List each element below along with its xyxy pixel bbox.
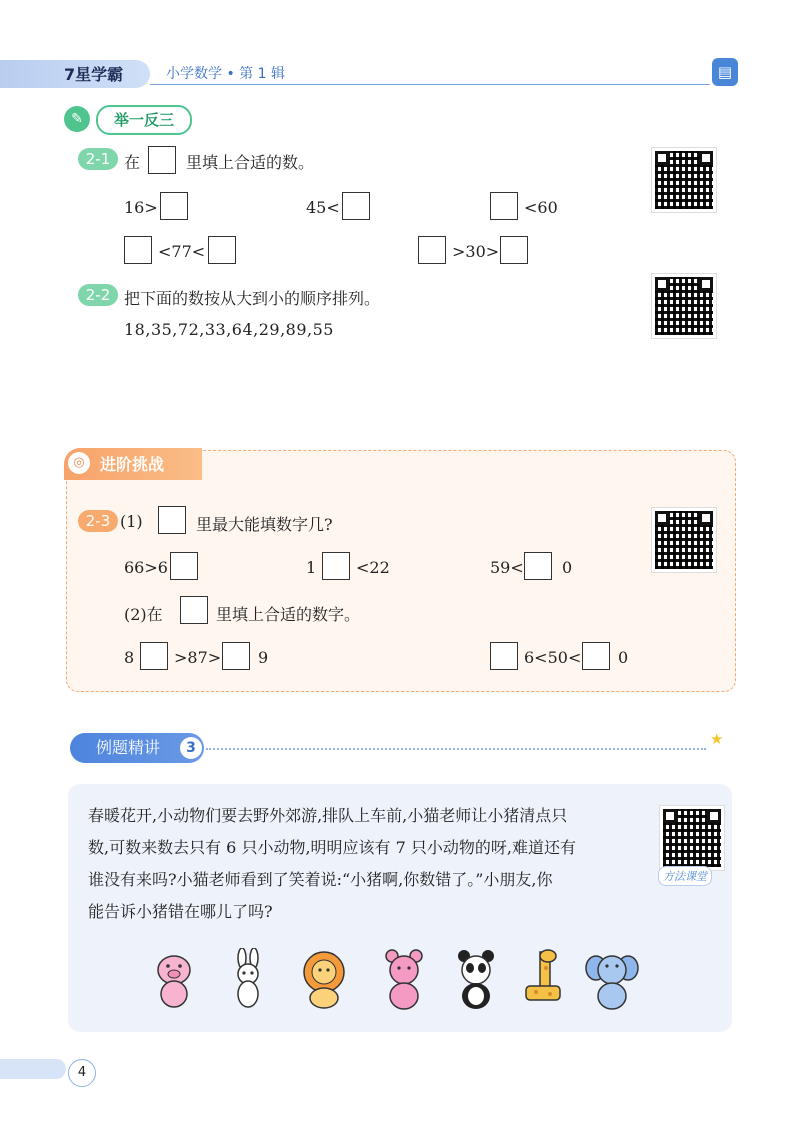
q23-a1: 66>6 xyxy=(124,558,168,577)
story-line: 春暖花开,小动物们要去野外郊游,排队上车前,小猫老师让小猪清点只 xyxy=(88,806,568,825)
page-bar xyxy=(0,1059,66,1079)
answer-box[interactable] xyxy=(418,236,446,264)
answer-box[interactable] xyxy=(170,552,198,580)
qr-code[interactable] xyxy=(652,508,716,572)
q21-expr-3: <60 xyxy=(524,198,558,217)
practice-title: 举一反三 xyxy=(96,105,192,135)
example-number: 3 xyxy=(180,737,202,759)
dotted-divider xyxy=(206,748,706,750)
target-icon: ◎ xyxy=(68,452,90,474)
q23-a3a: 59< xyxy=(490,558,524,577)
q21-expr-1: 16> xyxy=(124,198,158,217)
answer-box[interactable] xyxy=(524,552,552,580)
q23-a3b: 0 xyxy=(562,558,573,577)
q21-expr-4: <77< xyxy=(158,242,206,261)
q22-numbers: 18,35,72,33,64,29,89,55 xyxy=(124,320,334,339)
q21-expr-5: >30> xyxy=(452,242,500,261)
question-tag-2-1: 2-1 xyxy=(78,148,118,170)
giraffe-illustration xyxy=(516,948,572,1010)
qr-code[interactable] xyxy=(652,274,716,338)
q23-b1c: 9 xyxy=(258,648,269,667)
question-tag-2-2: 2-2 xyxy=(78,284,118,306)
qr-code[interactable] xyxy=(660,806,724,870)
answer-box[interactable] xyxy=(322,552,350,580)
answer-box[interactable] xyxy=(148,146,176,174)
answer-box[interactable] xyxy=(208,236,236,264)
q23-b1a: 8 xyxy=(124,648,135,667)
q21-post: 里填上合适的数。 xyxy=(186,153,315,172)
star-icon: ★ xyxy=(710,730,724,748)
answer-box[interactable] xyxy=(158,506,186,534)
q23-b2a: 6<50< xyxy=(524,648,582,667)
answer-box[interactable] xyxy=(342,192,370,220)
answer-box[interactable] xyxy=(582,642,610,670)
q23-part1-pre: (1) xyxy=(120,512,143,531)
q23-part2-pre: (2)在 xyxy=(124,605,163,624)
answer-box[interactable] xyxy=(160,192,188,220)
subject-title: 小学数学 • 第 1 辑 xyxy=(166,66,285,82)
pink-bear-illustration xyxy=(376,948,432,1010)
answer-box[interactable] xyxy=(140,642,168,670)
rabbit-illustration xyxy=(220,948,276,1010)
qr-code[interactable] xyxy=(652,148,716,212)
q21-expr-2: 45< xyxy=(306,198,340,217)
book-icon: ▤ xyxy=(712,58,738,86)
q22-text: 把下面的数按从大到小的顺序排列。 xyxy=(124,289,381,308)
pencil-icon: ✎ xyxy=(64,106,90,132)
q23-b1b: >87> xyxy=(174,648,222,667)
answer-box[interactable] xyxy=(124,236,152,264)
q23-b2b: 0 xyxy=(618,648,629,667)
story-line: 能告诉小猪错在哪儿了吗? xyxy=(88,902,273,921)
challenge-title: 进阶挑战 xyxy=(100,455,165,474)
method-class-badge: 方法课堂 xyxy=(658,866,712,886)
lion-illustration xyxy=(296,948,352,1010)
q23-a2b: <22 xyxy=(356,558,390,577)
story-line: 数,可数来数去只有 6 只小动物,明明应该有 7 只小动物的呀,难道还有 xyxy=(88,838,576,857)
answer-box[interactable] xyxy=(490,642,518,670)
panda-illustration xyxy=(448,948,504,1010)
page-number: 4 xyxy=(68,1059,96,1087)
pig-illustration xyxy=(146,948,202,1010)
q23-part1-post: 里最大能填数字几? xyxy=(196,515,333,534)
q23-a2a: 1 xyxy=(306,558,317,577)
story-line: 谁没有来吗?小猫老师看到了笑着说:“小猪啊,你数错了。”小朋友,你 xyxy=(88,870,553,889)
example-story xyxy=(88,800,648,928)
example-label: 例题精讲 xyxy=(70,733,204,763)
q21-pre: 在 xyxy=(124,153,141,172)
q23-part2-post: 里填上合适的数字。 xyxy=(216,605,361,624)
brand-title: 7星学霸 xyxy=(64,65,124,84)
answer-box[interactable] xyxy=(222,642,250,670)
answer-box[interactable] xyxy=(180,596,208,624)
elephant-illustration xyxy=(584,948,640,1010)
answer-box[interactable] xyxy=(500,236,528,264)
answer-box[interactable] xyxy=(490,192,518,220)
question-tag-2-3: 2-3 xyxy=(78,510,118,532)
